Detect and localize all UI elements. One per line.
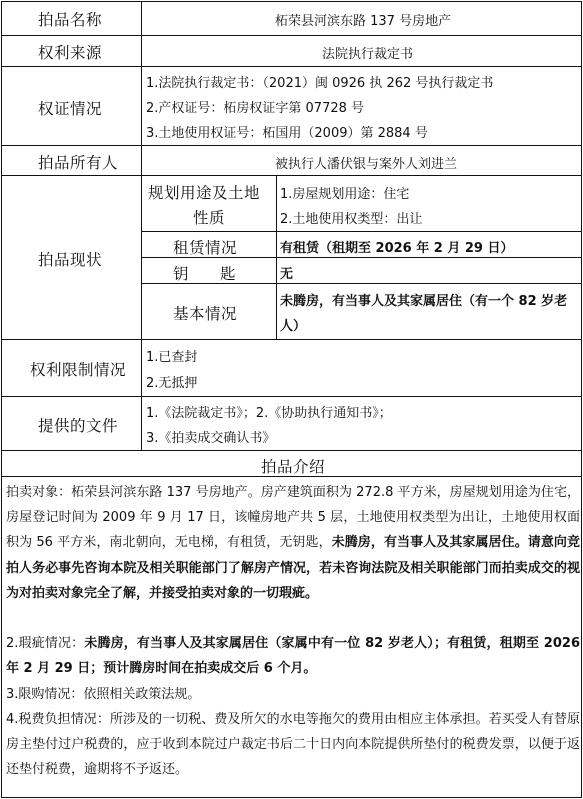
intro-text-bold: 未腾房，有当事人及其家属居住。请意向竞拍人务必事先咨询本院及相关职能部门了解房产情况，若未咨询法院及相关职能部门而拍卖成交的视为对拍卖对象完全了解，并接受拍卖对象的一切瑕疵。 (6, 535, 580, 601)
rule (141, 231, 582, 232)
lease-label: 租赁情况 (173, 239, 238, 257)
intro-text: 拍卖对象：柘荣县河滨东路 137 号房地产。房产建筑面积为 272.8 平方米，房屋规划用途为住宅，房屋登记时间为 2009 年 9 月 17 日，该幢房地产共 5 层，土地使用权类型为出让，土地使用权面积为 56 平方米，南北朝向，无电梯，有租赁，无钥匙， (6, 485, 580, 551)
restrict-line: 2.无抵押 (146, 376, 198, 391)
key-label: 匙 (220, 265, 237, 283)
intro-text-bold: 未腾房，有当事人及其家属居住（家属中有一位 82 岁老人）；有租赁，租期至 2026 年 2 月 29 日；预计腾房时间在拍卖成交后 6 个月。 (6, 636, 580, 677)
key-value: 无 (280, 267, 294, 282)
cert-line: 3.土地使用权证号：柘国用（2009）第 2884 号 (146, 126, 428, 141)
rule (1, 35, 582, 36)
rule (1, 1, 2, 798)
basic-line: 人） (280, 319, 307, 334)
cert-line: 1.法院执行裁定书：（2021）闽 0926 执 262 号执行裁定书 (146, 76, 494, 91)
basic-line: 未腾房，有当事人及其家属居住（有一个 82 岁老 (280, 294, 568, 309)
rights-source-label: 权利来源 (38, 44, 103, 62)
rule (1, 66, 582, 67)
rule (1, 145, 582, 146)
rule (141, 283, 582, 284)
rights-source-value: 法院执行裁定书 (322, 47, 414, 62)
planning-line: 2.土地使用权类型：出让 (280, 212, 423, 227)
status-label: 拍品现状 (38, 251, 103, 269)
rule (141, 1, 142, 451)
docs-line: 1.《法院裁定书》；2.《协助执行通知书》； (146, 406, 392, 421)
planning-label: 性质 (193, 209, 226, 227)
key-label: 钥 (173, 265, 190, 283)
restrict-label: 权利限制情况 (30, 361, 127, 379)
rule (1, 339, 582, 340)
intro-text: 3.限购情况：依照相关政策法规。 (6, 687, 201, 702)
rule (276, 175, 277, 340)
intro-paragraph-2 (6, 631, 580, 681)
cert-line: 2.产权证号：柘房权证字第 07728 号 (146, 101, 365, 116)
planning-line: 1.房屋规划用途：住宅 (280, 187, 410, 202)
lease-value: 有租赁（租期至 2026 年 2 月 29 日） (280, 241, 514, 256)
basic-label: 基本情况 (173, 305, 238, 323)
owner-value: 被执行人潘伏银与案外人刘进兰 (275, 157, 458, 172)
intro-paragraph-3 (6, 682, 580, 707)
rule (1, 1, 582, 2)
item-name-value: 柘荣县河滨东路 137 号房地产 (275, 14, 452, 29)
intro-text: 2.瑕疵情况： (6, 636, 85, 651)
rule (581, 1, 582, 798)
intro-title: 拍品介绍 (261, 458, 326, 476)
rule (1, 175, 582, 176)
owner-label: 拍品所有人 (38, 154, 119, 172)
docs-line: 3.《拍卖成交确认书》 (146, 431, 276, 446)
rule (1, 797, 582, 798)
rule (1, 396, 582, 397)
planning-label: 规划用途及土地 (148, 184, 261, 202)
intro-paragraph-4 (6, 707, 580, 783)
intro-paragraph-1 (6, 480, 580, 606)
rule (1, 450, 582, 451)
docs-label: 提供的文件 (38, 417, 119, 435)
item-name-label: 拍品名称 (38, 11, 103, 29)
restrict-line: 1.已查封 (146, 350, 198, 365)
cert-label: 权证情况 (38, 100, 103, 118)
intro-text: 4.税费负担情况：所涉及的一切税、费及所欠的水电等拖欠的费用由相应主体承担。若买受人有替原房主垫付过户税费的，应于收到本院过户裁定书后二十日内向本院提供所垫付的税费发票，以便于返还垫付税费，逾期将不予返还。 (6, 712, 580, 778)
